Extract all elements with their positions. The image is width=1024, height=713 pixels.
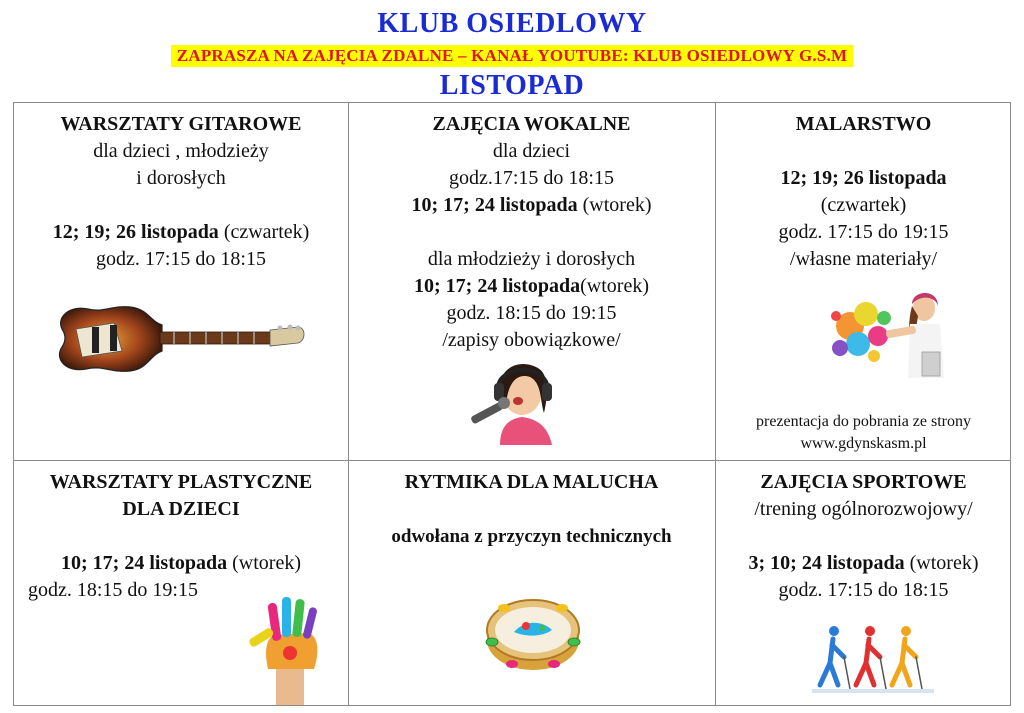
- vocal-group2: dla młodzieży i dorosłych: [427, 248, 636, 270]
- guitar-time: godz. 17:15 do 18:15: [96, 248, 266, 270]
- painting-info: [715, 411, 1012, 455]
- invite-banner: [0, 45, 1024, 67]
- sport-time: godz. 17:15 do 18:15: [778, 579, 949, 601]
- vocal-time2: godz. 18:15 do 19:15: [446, 302, 617, 324]
- divider: [14, 460, 1010, 461]
- page-title: KLUB OSIEDLOWY: [377, 8, 647, 39]
- vocal-dates2: 10; 17; 24 listopada: [414, 275, 581, 297]
- art-time: godz. 18:15 do 19:15: [28, 579, 198, 601]
- guitar-line2: i dorosłych: [136, 167, 226, 189]
- guitar-line1: dla dzieci , młodzieży: [93, 140, 269, 162]
- vocal-time1: godz.17:15 do 18:15: [449, 167, 614, 189]
- sport-title: ZAJĘCIA SPORTOWE: [760, 471, 967, 493]
- guitar-schedule: [14, 219, 348, 246]
- vocal-schedule2: [348, 273, 715, 300]
- painting-title: MALARSTWO: [795, 113, 932, 135]
- invite-text: ZAPRASZA NA ZAJĘCIA ZDALNE – KANAŁ YOUTUBE: KLUB OSIEDLOWY G.S.M: [171, 45, 853, 67]
- vocal-title: ZAJĘCIA WOKALNE: [432, 113, 631, 135]
- cell-sport: [715, 469, 1012, 604]
- vocal-note: /zapisy obowiązkowe/: [442, 329, 621, 351]
- paint-splash-girl-icon: [828, 286, 956, 378]
- rhythm-status: odwołana z przyczyn technicznych: [391, 526, 672, 547]
- art-title1: WARSZTATY PLASTYCZNE: [49, 471, 313, 493]
- cell-rhythm: [348, 469, 715, 550]
- art-schedule: [14, 550, 348, 577]
- vocal-day1: (wtorek): [577, 194, 652, 216]
- painting-dates: 12; 19; 26 listopada: [780, 167, 947, 189]
- cell-vocal: [348, 111, 715, 354]
- vocal-day2: (wtorek): [580, 275, 649, 297]
- sport-day: (wtorek): [904, 552, 979, 574]
- guitar-day: (czwartek): [218, 221, 310, 243]
- cell-painting: [715, 111, 1012, 273]
- painting-note: /własne materiały/: [789, 248, 938, 270]
- painting-time: godz. 17:15 do 19:15: [778, 221, 949, 243]
- cell-guitar: [14, 111, 348, 273]
- rhythm-title: RYTMIKA DLA MALUCHA: [404, 471, 659, 493]
- painted-hand-icon: [246, 595, 336, 705]
- vocal-group1: dla dzieci: [492, 140, 571, 162]
- guitar-title: WARSZTATY GITAROWE: [60, 113, 302, 135]
- cell-art: [14, 469, 348, 604]
- singer-with-microphone-icon: [460, 361, 572, 445]
- sport-subtitle: /trening ogólnorozwojowy/: [754, 498, 973, 520]
- sport-dates: 3; 10; 24 listopada: [748, 552, 905, 574]
- painting-day: (czwartek): [820, 194, 907, 216]
- art-title2: DLA DZIECI: [122, 498, 240, 520]
- electric-guitar-icon: [52, 299, 308, 381]
- month-title: LISTOPAD: [439, 70, 585, 101]
- sport-schedule: [715, 550, 1012, 577]
- schedule-table: [13, 102, 1011, 706]
- tambourine-icon: [484, 590, 582, 676]
- guitar-dates: 12; 19; 26 listopada: [52, 221, 219, 243]
- painting-info2: www.gdynskasm.pl: [800, 435, 927, 452]
- art-day: (wtorek): [227, 552, 301, 574]
- painting-info1: prezentacja do pobrania ze strony: [755, 413, 971, 430]
- art-dates: 10; 17; 24 listopada: [61, 552, 228, 574]
- vocal-dates1: 10; 17; 24 listopada: [411, 194, 578, 216]
- nordic-walkers-icon: [808, 623, 938, 697]
- vocal-schedule1: [348, 192, 715, 219]
